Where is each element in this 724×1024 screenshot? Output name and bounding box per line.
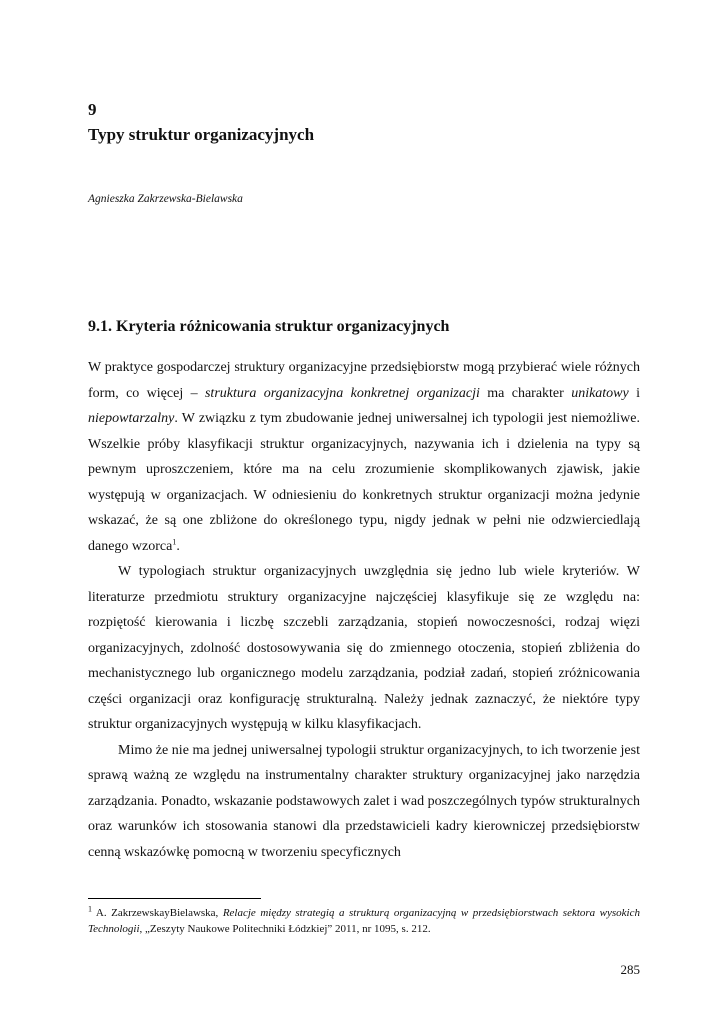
paragraph-1-text-h: . xyxy=(176,538,180,554)
paragraph-1-text-c: ma charakter xyxy=(479,385,572,401)
footnote-title: Relacje między strategią a strukturą organizacyjną w przedsiębiorstwach sektora wysokich Technologii xyxy=(88,907,640,935)
chapter-number: 9 xyxy=(88,100,97,119)
page-body xyxy=(88,100,640,865)
footnote-rest: , „Zeszyty Naukowe Politechniki Łódzkiej” 2011, nr 1095, s. 212. xyxy=(139,922,431,935)
chapter-title: Typy struktur organizacyjnych xyxy=(88,125,315,144)
paragraph-1 xyxy=(88,355,640,559)
footnote-reference[interactable]: 1 xyxy=(172,536,177,546)
paragraph-1-text-g: . W związku z tym zbudowanie jednej uniwersalnej ich typologii jest niemożliwe. Wszelkie próby klasyfikacji struktur organizacyjnych, nazywania ich i dzielenia na typy są pewnym uproszczeniem, które ma na celu zrozumienie skomplikowanych zjawisk, jakie występują w organizacjach. W odniesieniu do konkretnych struktur organizacji można jedynie wskazać, że są one zbliżone do określonego typu, nigdy jednak w pełni nie odzwierciedlają danego wzorca xyxy=(88,411,640,554)
paragraph-1-emphasis-d: unikatowy xyxy=(571,385,629,401)
footnote-number: 1 xyxy=(88,904,92,914)
paragraph-1-text-a: W praktyce gospodarczej struktury organizacyjne przedsiębiorstw mogą przybierać wiele różnych form, co więcej – xyxy=(88,360,640,401)
paragraph-1-emphasis-f: niepowtarzalny xyxy=(88,411,175,426)
paragraph-1-emphasis-b: struktura organizacyjna konkretnej organizacji xyxy=(204,385,480,401)
paragraph-1-text-e: i xyxy=(628,385,641,401)
section-title: 9.1. Kryteria różnicowania struktur organizacyjnych xyxy=(88,318,450,335)
paragraph-2: W typologiach struktur organizacyjnych uwzględnia się jedno lub wiele kryteriów. W literaturze przedmiotu struktury organizacyjne najczęściej klasyfikuje się ze względu na: rozpiętość kierowania i liczbę szczebli zarządzania, stopień nowoczesności, rodzaj więzi organizacyjnych, zdolność dostosowywania się do zmiennego otoczenia, stopień zbliżenia do mechanistycznego lub organicznego modelu zarządzania, podział zadań, stopień zróżnicowania części organizacji oraz konfigurację strukturalną. Należy jednak zaznaczyć, że niektóre typy struktur organizacyjnych występują w kilku klasyfikacjach. xyxy=(88,564,640,732)
footnote xyxy=(88,906,640,937)
footnote-divider xyxy=(88,898,261,899)
footnote-author: A. ZakrzewskayBielawska, xyxy=(92,907,223,919)
chapter-author: Agnieszka Zakrzewska-Bielawska xyxy=(88,193,243,205)
page-number: 285 xyxy=(620,962,640,977)
paragraph-3: Mimo że nie ma jednej uniwersalnej typologii struktur organizacyjnych, to ich tworzenie jest sprawą ważną ze względu na instrumentalny charakter struktury organizacyjnej jako narzędzia zarządzania. Ponadto, wskazanie podstawowych zalet i wad poszczególnych typów strukturalnych oraz warunków ich stosowania stanowi dla przedstawicieli kadry kierowniczej przedsiębiorstw cenną wskazówkę pomocną w tworzeniu specyficznych xyxy=(88,742,640,860)
